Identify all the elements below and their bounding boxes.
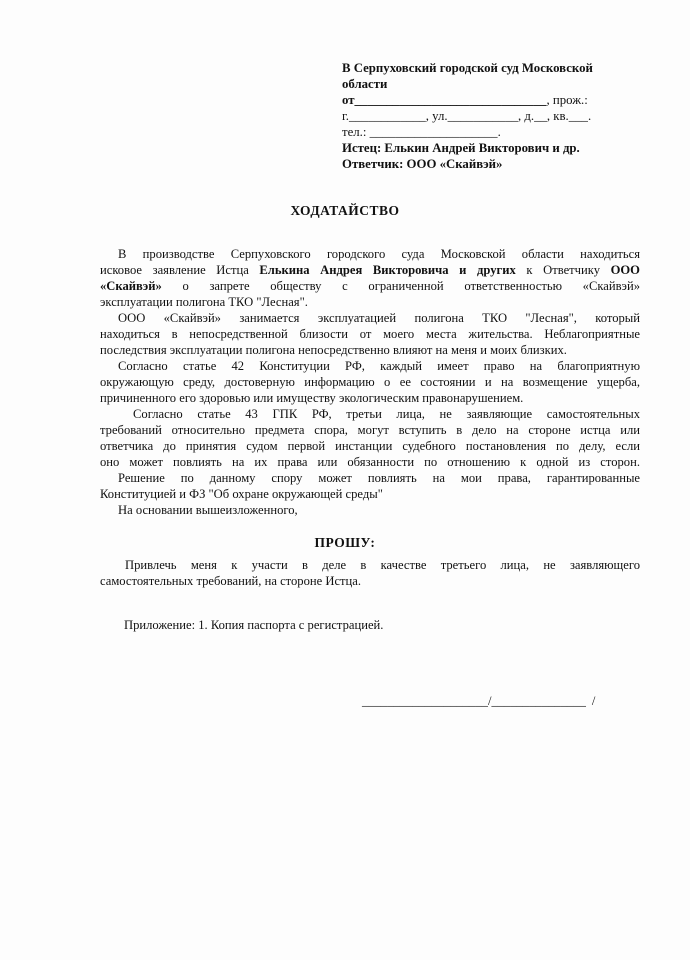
request-line1: Привлечь меня к участи в деле в качестве третьего лица, не заявляющего xyxy=(125,558,640,572)
court-name-line2: области xyxy=(342,77,388,91)
from-label: от xyxy=(342,93,355,107)
p1-text-c: к Ответчику xyxy=(515,263,611,277)
signature-blank: ____________________ xyxy=(362,694,488,708)
p5-line1: Решение по данному спору может повлиять на мои права, гарантированные xyxy=(118,471,640,485)
request-title: ПРОШУ: xyxy=(314,535,376,550)
signature-separator-1: / xyxy=(487,694,492,708)
p2-line1: ООО «Скайвэй» занимается эксплуатацией полигона ТКО "Лесная", который xyxy=(118,311,640,325)
p1-line1: В производстве Серпуховского городского суда Московской области находиться xyxy=(118,247,640,261)
name-blank: _______________ xyxy=(491,694,586,708)
p1-line3 xyxy=(100,279,640,294)
from-line xyxy=(342,93,588,108)
p4-line1: Согласно статье 43 ГПК РФ, третьи лица, не заявляющие самостоятельных xyxy=(133,407,640,421)
court-name-line1: В Серпуховский городской суд Московской xyxy=(342,61,593,75)
p1-text-3b: о запрете обществу с ограниченной ответственностью «Скайвэй» xyxy=(161,279,640,293)
p3-line2: окружающую среду, достоверную информацию о ее состоянии и на возмещение ущерба, xyxy=(100,375,640,389)
defendant-bold: ООО xyxy=(610,263,640,277)
signature-line xyxy=(362,694,595,709)
address-line: г.____________, ул.___________, д.__, кв.___. xyxy=(342,109,592,123)
p4-line2: требований относительно предмета спора, могут вступить в дело на стороне истца или xyxy=(100,423,640,437)
appendix-line: Приложение: 1. Копия паспорта с регистрацией. xyxy=(124,618,384,632)
p1-line4: эксплуатации полигона ТКО "Лесная". xyxy=(100,295,308,309)
from-suffix: , прож.: xyxy=(546,93,588,107)
p5-line2: Конституцией и ФЗ "Об охране окружающей среды" xyxy=(100,487,383,501)
p6-line1: На основании вышеизложенного, xyxy=(118,503,298,517)
p2-line3: последствия эксплуатации полигона непосредственно влияют на меня и моих близких. xyxy=(100,343,567,357)
p3-line3: причиненного его здоровью или имуществу экологическим правонарушением. xyxy=(100,391,524,405)
request-line2: самостоятельных требований, на стороне Истца. xyxy=(100,574,362,588)
p2-line2: находиться в непосредственной близости от моего места жительства. Неблагоприятные xyxy=(100,327,640,341)
phone-line: тел.: ____________________. xyxy=(342,125,501,139)
p4-line4: оно может повлиять на их права или обязанности по отношению к одной из сторон. xyxy=(100,455,640,469)
defendant-name-bold: «Скайвэй» xyxy=(100,279,162,293)
signature-separator-2: / xyxy=(591,694,596,708)
p1-line2 xyxy=(100,263,640,278)
defendant-line: Ответчик: ООО «Скайвэй» xyxy=(342,157,503,171)
p4-line3: ответчика до принятия судом первой инстанции судебного постановления по делу, если xyxy=(100,439,640,453)
plaintiff-name-bold: Елькина Андрея Викторовича и других xyxy=(259,263,516,277)
document-title: ХОДАТАЙСТВО xyxy=(290,203,400,218)
p1-text-a: исковое заявление Истца xyxy=(100,263,260,277)
plaintiff-line: Истец: Елькин Андрей Викторович и др. xyxy=(342,141,580,155)
from-blank: ______________________________ xyxy=(354,93,547,107)
p3-line1: Согласно статье 42 Конституции РФ, каждый имеет право на благоприятную xyxy=(118,359,640,373)
